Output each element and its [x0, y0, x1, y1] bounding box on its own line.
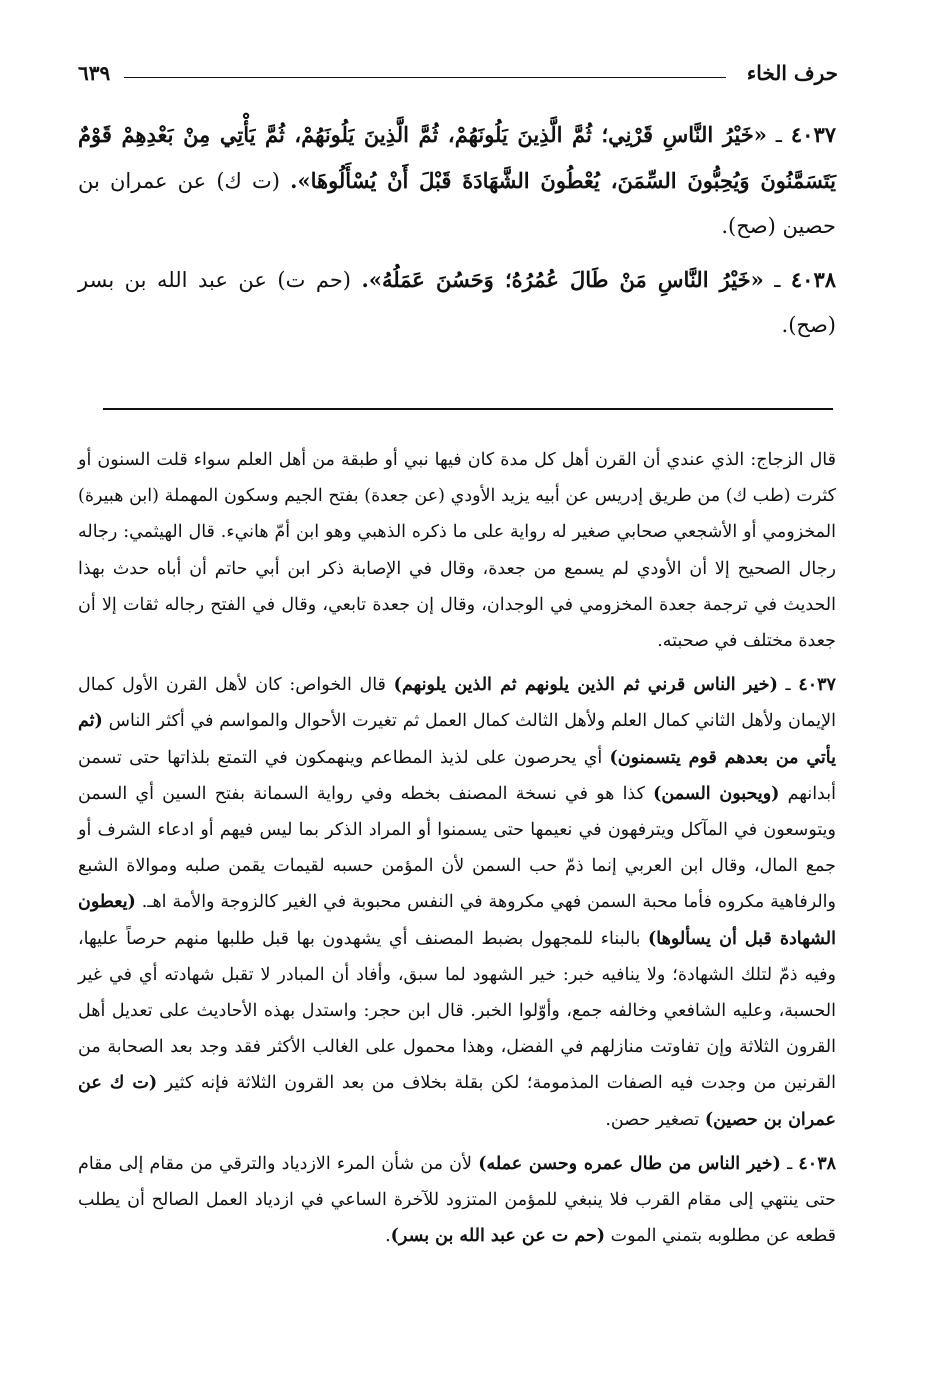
quoted-matn: (ت ك عن عمران بن حصين) [78, 1073, 836, 1130]
quoted-matn: (يعطون الشهادة قبل أن يسألوها) [78, 892, 836, 949]
commentary-section [78, 442, 836, 1262]
commentary-text: لأن من شأن المرء الازدياد والترقي من مقام إلى مقام حتى ينتهي إلى مقام القرب فلا ينبغي للمؤمن المتزود للآخرة الساعي في ازدياد العمل الصالح أن يطلب قطعه عن مطلوبه بتمني الموت [78, 1153, 836, 1247]
quoted-matn: (خير الناس من طال عمره وحسن عمله) [478, 1153, 781, 1174]
commentary-text: . [385, 1226, 391, 1247]
hadith-text: «خَيْرُ النَّاسِ مَنْ طَالَ عُمُرُهُ؛ وَحَسُنَ عَمَلُهُ». [361, 267, 764, 292]
commentary-text: أي يحرصون على لذيذ المطاعم وينهمكون في التمتع بلذاتها حتى تسمن أبدانهم [78, 747, 836, 804]
commentary-paragraph [78, 1146, 836, 1255]
page-number: ٦٣٩ [78, 61, 111, 85]
hadith-entry [78, 112, 836, 249]
hadith-section [78, 112, 836, 356]
quoted-matn: (ثم يأتي من بعدهم قوم يتسمنون) [78, 711, 836, 768]
quoted-matn: (خير الناس قرني ثم الذين يلونهم ثم الذين يلونهم) [393, 675, 778, 696]
entry-number: ٤٠٣٧ [798, 675, 836, 696]
footnote-divider [103, 408, 833, 410]
quoted-matn: (ويحبون السمن) [653, 783, 780, 804]
commentary-text: كذا هو في نسخة المصنف بخطه وفي رواية السمانة بفتح السين أي السمن ويتوسعون في المآكل ويترفهون في نعيمها حتى يسمنوا أو المراد الذكر بما ليس فيهم أو ادعاء الشرف أو جمع المال، وقال ابن العربي إنما ذمّ حب السمن لأن المؤمن حسبه لقيمات يقمن صلبه وموالاة الشبع والرفاهية مكروه فأما محبة السمن فهي مكروهة في النفس محبوبة في الغير كالزوجة والأمة اهـ. [78, 783, 836, 913]
entry-number: ٤٠٣٨ [790, 267, 837, 292]
hadith-entry [78, 257, 836, 348]
hadith-source: (ت ك) عن عمران بن حصين (صح). [78, 169, 836, 238]
running-header [78, 58, 838, 92]
entry-number: ٤٠٣٧ [790, 122, 837, 147]
commentary-text: بالبناء للمجهول بضبط المصنف أي يشهدون بها قبل طلبها منهم حرصاً عليها، وفيه ذمّ لتلك الشهادة؛ ولا ينافيه خبر: خير الشهود لما سبق، وأفاد أن المبادر لا تقبل شهادته أي في غير الحسبة، وعليه الشافعي وخالفه جمع، وأوّلوا الخبر. قال ابن حجر: واستدل بهذه الأحاديث على تعديل أهل القرون الثلاثة وإن تفاوتت منازلهم في الفضل، وهذا محمول على الغالب الأكثر فقد وجد بعد الصحابة من القرنين من وجدت فيه الصفات المذمومة؛ لكن بقلة بخلاف من بعد القرون الثلاثة فإنه كثير [78, 928, 836, 1094]
quoted-matn: (حم ت عن عبد الله بن بسر) [390, 1226, 606, 1247]
entry-dash: ـ [777, 675, 791, 696]
hadith-text: «خَيْرُ النَّاسِ قَرْنِي؛ ثُمَّ الَّذِينَ يَلُونَهُمْ، ثُمَّ الَّذِينَ يَلُونَهُمْ، ثُمَّ يَأْتِي مِنْ بَعْدِهِمْ قَوْمٌ يَتَسَمَّنُونَ وَيُحِبُّونَ السِّمَنَ، يُعْطُونَ الشَّهَادَةَ قَبْلَ أَنْ يُسْأَلُوهَا». [78, 122, 836, 193]
entry-dash: ـ [780, 1153, 793, 1174]
chapter-title: حرف الخاء [746, 61, 838, 85]
commentary-text: قال الخواص: كان لأهل القرن الأول كمال الإيمان ولأهل الثاني كمال العلم ولأهل الثالث كمال العمل ثم تغيرت الأحوال والمواسم في أكثر الناس [78, 675, 836, 732]
commentary-paragraph [78, 667, 836, 1138]
entry-number: ٤٠٣٨ [798, 1153, 837, 1174]
entry-dash: ـ [766, 123, 782, 147]
header-rule [124, 77, 726, 78]
hadith-source: (حم ت) عن عبد الله بن بسر (صح). [78, 268, 836, 337]
entry-dash: ـ [763, 268, 781, 292]
commentary-paragraph: قال الزجاج: الذي عندي أن القرن أهل كل مدة كان فيها نبي أو طبقة من أهل العلم سواء قلت السنون أو كثرت (طب ك) من طريق إدريس عن أبيه يزيد الأودي (عن جعدة) بفتح الجيم وسكون المهملة (ابن هبيرة) المخزومي أو الأشجعي صحابي صغير له رواية على ما ذكره الذهبي وهو ابن أمّ هانيء. قال الهيثمي: رجاله رجال الصحيح إلا أن الأودي لم يسمع من جعدة، وقال في الإصابة ذكر ابن أبي حاتم أن أباه حدث بهذا الحديث في ترجمة جعدة المخزومي في الوجدان، وقال إن جعدة تابعي، وقال في الفتح رجاله ثقات إلا أن جعدة مختلف في صحبته. [78, 450, 836, 652]
commentary-text: تصغير حصن. [605, 1109, 700, 1130]
